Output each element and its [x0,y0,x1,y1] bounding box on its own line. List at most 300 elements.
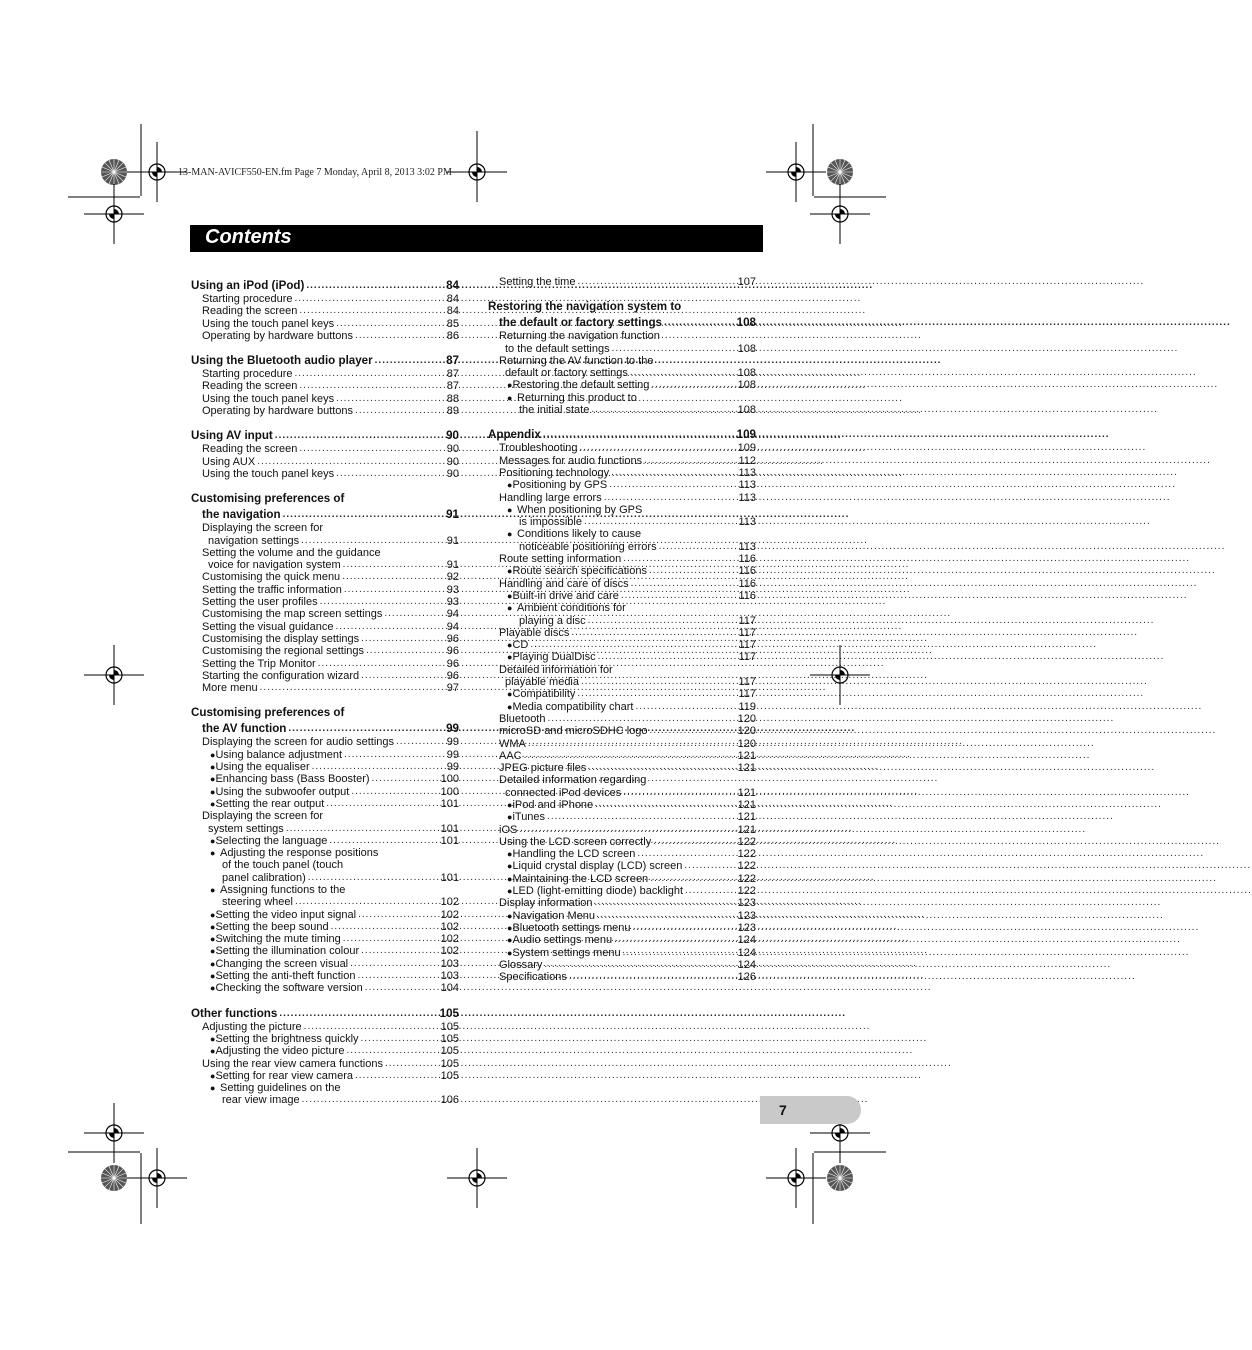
toc-entry-title: Selecting the language [215,834,328,847]
toc-entry[interactable] [488,664,756,676]
toc-entry-title: Switching the mute timing [215,933,341,946]
toc-entry[interactable] [488,379,756,391]
toc-entry-title: iTunes [512,811,546,824]
toc-entry[interactable] [191,405,459,417]
toc-entry-title: Adjusting the picture [202,1020,302,1033]
toc-section-heading[interactable] [191,1007,459,1021]
toc-page-number: 109 [737,442,756,455]
toc-entry-title: Setting the traffic information [202,583,342,596]
toc-entry[interactable] [488,947,756,959]
toc-entry[interactable] [488,910,756,922]
leader-dots [610,343,738,355]
toc-entry[interactable] [191,330,459,342]
leader-dots [621,787,737,799]
toc-entry-title: Checking the software version [215,982,363,995]
leader-dots [542,959,737,971]
toc-entry-title: is impossible [519,516,582,529]
leader-dots [293,368,447,380]
toc-entry[interactable] [191,835,459,847]
toc-page-number: 102 [440,908,459,921]
bullet-icon: ● [210,1070,216,1081]
toc-page-number: 105 [439,1006,459,1020]
toc-page-number: 85 [446,317,459,330]
toc-entry-title: Returning this product to [517,391,637,404]
toc-entry-title: Using an iPod (iPod) [191,279,305,292]
toc-page-number: 94 [446,608,459,621]
toc-page-number: 103 [440,957,459,970]
leader-dots [353,1070,441,1082]
toc-entry[interactable] [191,1033,459,1045]
leader-dots [284,823,441,835]
toc-entry-title: Using the Bluetooth audio player [191,354,373,368]
toc-entry[interactable] [191,921,459,933]
bullet-icon: ● [210,762,216,773]
leader-dots [302,1021,441,1033]
leader-dots [281,508,447,522]
leader-dots [273,429,446,443]
bullet-icon: ● [507,935,513,946]
toc-entry[interactable] [191,393,459,405]
toc-entry[interactable] [488,922,756,934]
toc-entry[interactable] [191,909,459,921]
toc-entry[interactable] [191,982,459,994]
toc-entry[interactable] [488,860,756,872]
toc-entry-title: When positioning by GPS [517,503,643,516]
toc-entry[interactable] [488,578,756,590]
bullet-icon: ● [507,873,513,884]
toc-entry-title: Using the touch panel keys [202,467,335,480]
toc-entry-title: Playable discs [499,626,570,639]
leader-dots [595,910,738,922]
toc-page-number: 113 [738,491,756,504]
toc-entry[interactable] [488,392,756,404]
leader-dots [286,722,446,736]
toc-entry-title: Handling large errors [499,491,602,504]
leader-dots [577,442,737,454]
leader-dots [334,468,447,480]
toc-entry[interactable] [488,276,756,288]
bullet-icon: ● [507,849,513,860]
toc-entry[interactable] [488,713,756,725]
toc-entry[interactable] [488,762,756,774]
bullet-icon: ● [210,1033,216,1044]
toc-page-number: 105 [440,1069,459,1082]
toc-entry[interactable] [191,773,459,785]
toc-entry-title: Setting guidelines on the [220,1082,341,1095]
toc-entry-title: noticeable positioning errors [519,540,657,553]
toc-page-number: 103 [440,970,459,983]
toc-entry[interactable] [191,596,459,608]
toc-entry[interactable] [191,456,459,468]
toc-page-number: 123 [737,909,756,922]
toc-entry[interactable] [191,1082,459,1094]
page-number-tab [760,1096,861,1124]
toc-entry[interactable] [191,633,459,645]
toc-page-number: 84 [446,279,459,292]
bullet-icon: ● [507,603,513,614]
section-gap [191,694,459,704]
leader-dots [579,676,738,688]
leader-dots [628,367,738,379]
leader-dots [651,836,737,848]
toc-page-number: 101 [440,834,459,847]
toc-entry[interactable] [488,516,756,528]
toc-page-number: 101 [440,871,459,884]
toc-entry-title: voice for navigation system [208,559,341,572]
toc-entry-title: Setting the anti-theft function [215,970,356,983]
toc-page-number: 100 [440,785,459,798]
toc-entry-title: Displaying the screen for [202,522,324,535]
toc-entry-title: Route search specifications [512,565,647,578]
toc-entry-title: LED (light-emitting diode) backlight [512,885,684,898]
toc-section-heading[interactable] [191,722,459,736]
toc-entry[interactable] [191,736,459,748]
toc-entry[interactable] [488,404,756,416]
bullet-icon: ● [507,504,513,515]
toc-entry[interactable] [191,443,459,455]
toc-entry[interactable] [488,479,756,491]
leader-dots [634,701,739,713]
toc-entry-title: Setting the beep sound [215,920,329,933]
toc-entry[interactable] [488,627,756,639]
toc-entry-title: Media compatibility chart [512,700,634,713]
section-gap [191,342,459,352]
toc-entry-title: Setting the volume and the guidance [202,546,381,559]
leader-dots [607,479,738,491]
bullet-icon: ● [210,971,216,982]
toc-section-heading[interactable] [191,508,459,522]
leader-dots [602,492,739,504]
toc-page-number: 121 [737,811,756,824]
bullet-icon: ● [210,786,216,797]
toc-page-number: 106 [440,1094,459,1107]
bullet-icon: ● [507,566,513,577]
toc-entry-title: Liquid crystal display (LCD) screen [512,860,683,873]
toc-entry-title: of the touch panel (touch [222,859,344,872]
leader-dots [383,1058,441,1070]
toc-section-heading[interactable] [488,300,756,314]
toc-entry-title: AAC [499,749,522,762]
toc-entry[interactable] [488,565,756,577]
toc-section-heading[interactable] [191,279,459,293]
toc-section-heading[interactable] [191,492,459,506]
toc-page-number: 117 [738,676,756,689]
toc-entry[interactable] [191,859,459,871]
toc-entry-title: Handling and care of discs [499,577,629,590]
toc-entry[interactable] [488,602,756,614]
bullet-icon: ● [210,798,216,809]
toc-page-number: 126 [737,971,756,984]
toc-entry-title: JPEG picture files [499,762,587,775]
toc-entry-title: Built-in drive and care [512,589,619,602]
bullet-icon: ● [210,934,216,945]
leader-dots [630,922,737,934]
leader-dots [370,773,441,785]
leader-dots [569,627,738,639]
toc-entry[interactable] [488,971,756,983]
toc-entry[interactable] [488,787,756,799]
toc-entry-title: Detailed information regarding [499,774,647,787]
toc-entry[interactable] [191,608,459,620]
toc-page-number: 116 [738,565,756,578]
toc-entry[interactable] [488,824,756,836]
toc-entry[interactable] [191,1021,459,1033]
toc-page-number: 93 [446,583,459,596]
bullet-icon: ● [210,749,216,760]
leader-dots [619,590,739,602]
toc-entry[interactable] [191,896,459,908]
toc-entry[interactable] [191,786,459,798]
toc-page-number: 124 [737,934,756,947]
toc-entry-title: Setting the brightness quickly [215,1032,359,1045]
leader-dots [342,584,447,596]
toc-section-heading[interactable] [191,706,459,720]
toc-entry-title: Restoring the default setting [512,379,650,392]
toc-page-number: 102 [440,896,459,909]
bullet-icon: ● [507,640,513,651]
toc-entry[interactable] [488,897,756,909]
toc-page-number: 91 [446,508,459,522]
toc-entry[interactable] [488,330,756,342]
leader-dots [293,293,447,305]
bullet-icon: ● [210,774,216,785]
toc-entry[interactable] [488,651,756,663]
toc-entry-title: Displaying the screen for audio settings [202,736,394,749]
leader-dots [327,835,440,847]
toc-entry[interactable] [191,368,459,380]
toc-entry[interactable] [488,959,756,971]
toc-entry-title: Display information [499,897,593,910]
toc-entry[interactable] [191,761,459,773]
toc-entry-title: Setting the time [499,276,576,288]
toc-page-number: 96 [446,669,459,682]
toc-entry[interactable] [191,522,459,534]
toc-entry-title: Enhancing bass (Bass Booster) [215,773,370,786]
toc-entry[interactable] [488,701,756,713]
toc-entry[interactable] [191,584,459,596]
toc-entry[interactable] [488,355,756,367]
toc-entry-title: Assigning functions to the [220,883,346,896]
toc-entry-title: Using the touch panel keys [202,317,335,330]
toc-entry[interactable] [488,343,756,355]
toc-entry[interactable] [488,639,756,651]
bullet-icon: ● [210,1083,216,1094]
leader-dots [293,896,441,908]
toc-entry[interactable] [191,872,459,884]
leader-dots [593,799,737,811]
toc-page-number: 87 [446,368,459,381]
toc-entry[interactable] [488,676,756,688]
toc-entry[interactable] [488,492,756,504]
toc-entry[interactable] [191,293,459,305]
bullet-icon: ● [507,529,513,540]
toc-entry[interactable] [191,547,459,559]
toc-entry[interactable] [488,455,756,467]
toc-entry-title: Ambient conditions for [517,602,626,615]
toc-section-heading[interactable] [488,428,756,442]
toc-entry-title: Using AV input [191,429,273,443]
toc-entry[interactable] [488,873,756,885]
toc-entry[interactable] [191,933,459,945]
toc-page-number: 99 [446,761,459,774]
leader-dots [575,276,737,288]
bullet-icon: ● [210,958,216,969]
toc-entry[interactable] [488,467,756,479]
leader-dots [359,1033,441,1045]
leader-dots [582,516,738,528]
leader-dots [647,565,739,577]
toc-entry-title: Maintaining the LCD screen [512,872,649,885]
toc-entry[interactable] [191,535,459,547]
toc-entry[interactable] [191,559,459,571]
bullet-icon: ● [507,701,513,712]
toc-page-number: 90 [446,443,459,456]
toc-page-number: 88 [446,392,459,405]
toc-page-number: 122 [737,835,756,848]
toc-entry-title: Setting for rear view camera [215,1069,353,1082]
toc-page-number: 120 [737,737,756,750]
bullet-icon: ● [507,922,513,933]
section-gap [191,417,459,427]
toc-entry[interactable] [191,1045,459,1057]
toc-entry[interactable] [191,970,459,982]
toc-entry[interactable] [191,318,459,330]
toc-entry[interactable] [191,958,459,970]
toc-entry[interactable] [488,442,756,454]
bullet-icon: ● [210,983,216,994]
leader-dots [382,608,446,620]
leader-dots [586,615,739,627]
toc-entry[interactable] [488,848,756,860]
toc-entry[interactable] [191,645,459,657]
toc-entry[interactable] [488,590,756,602]
toc-entry[interactable] [191,1058,459,1070]
toc-entry[interactable] [191,571,459,583]
toc-page-number: 117 [738,626,756,639]
toc-entry-title: Other functions [191,1006,278,1020]
toc-entry[interactable] [488,615,756,627]
toc-entry-title: Positioning by GPS [512,479,608,492]
leader-dots [648,725,738,737]
toc-entry[interactable] [191,670,459,682]
toc-entry-title: the default or factory settings [499,316,662,330]
toc-page-number: 101 [440,797,459,810]
toc-entry[interactable] [191,823,459,835]
bullet-icon: ● [507,910,513,921]
leader-dots [304,279,446,293]
toc-entry[interactable] [488,799,756,811]
toc-page-number: 90 [446,467,459,480]
toc-entry-title: system settings [208,822,284,835]
toc-entry-title: Displaying the screen for [202,810,324,823]
toc-section-heading[interactable] [191,354,459,368]
toc-entry-title: Setting the video input signal [215,908,357,921]
toc-entry[interactable] [191,810,459,822]
toc-entry[interactable] [488,811,756,823]
toc-entry-title: default or factory settings [505,367,628,380]
toc-entry-title: the initial state [519,404,590,417]
leader-dots [575,688,738,700]
toc-page-number: 123 [737,921,756,934]
toc-page-number: 121 [737,798,756,811]
section-gap [191,480,459,490]
toc-entry-title: Using the subwoofer output [215,785,350,798]
toc-entry[interactable] [191,749,459,761]
toc-entry[interactable] [191,798,459,810]
bullet-icon: ● [210,946,216,957]
leader-dots [255,456,447,468]
toc-entry-title: More menu [202,682,258,695]
bullet-icon: ● [507,947,513,958]
toc-entry[interactable] [488,885,756,897]
toc-entry-title: Starting procedure [202,293,293,305]
toc-page-number: 109 [736,428,756,442]
leader-dots [642,455,738,467]
contents-banner [190,225,763,252]
toc-entry[interactable] [488,750,756,762]
toc-entry-title: Using the touch panel keys [202,392,335,405]
toc-entry[interactable] [191,1070,459,1082]
toc-entry[interactable] [488,836,756,848]
leader-dots [567,971,738,983]
toc-page-number: 105 [440,1020,459,1033]
toc-entry[interactable] [488,934,756,946]
toc-entry[interactable] [488,553,756,565]
leader-dots [353,405,447,417]
toc-entry[interactable] [488,504,756,516]
toc-entry[interactable] [191,1094,459,1106]
toc-entry-title: Positioning technology [499,466,610,479]
toc-page-number: 102 [440,945,459,958]
toc-entry[interactable] [488,725,756,737]
leader-dots [593,897,738,909]
toc-entry-title: playing a disc [519,614,586,627]
toc-section-heading[interactable] [488,316,756,330]
toc-entry-title: CD [512,639,529,652]
toc-page-number: 116 [738,577,756,590]
section-gap [488,416,756,426]
toc-entry[interactable] [191,682,459,694]
toc-entry[interactable] [191,621,459,633]
leader-dots [682,860,737,872]
toc-entry[interactable] [488,528,756,540]
toc-entry[interactable] [191,847,459,859]
toc-entry[interactable] [488,367,756,379]
toc-entry[interactable] [191,658,459,670]
toc-entry[interactable] [191,380,459,392]
toc-page-number: 84 [446,293,459,305]
toc-entry-title: Using the rear view camera functions [202,1057,383,1070]
toc-entry[interactable] [488,688,756,700]
leader-dots [359,945,441,957]
toc-entry[interactable] [191,945,459,957]
toc-page-number: 87 [446,380,459,393]
toc-page-number: 123 [737,897,756,910]
leader-dots [612,934,738,946]
toc-entry[interactable] [191,884,459,896]
bullet-icon: ● [507,652,513,663]
toc-entry[interactable] [191,305,459,317]
toc-page-number: 99 [446,722,459,736]
toc-entry[interactable] [488,541,756,553]
toc-entry[interactable] [191,468,459,480]
toc-page-number: 119 [738,700,756,713]
leader-dots [355,970,440,982]
toc-entry[interactable] [488,738,756,750]
toc-entry[interactable] [488,774,756,786]
toc-section-heading[interactable] [191,429,459,443]
bullet-icon: ● [210,1046,216,1057]
